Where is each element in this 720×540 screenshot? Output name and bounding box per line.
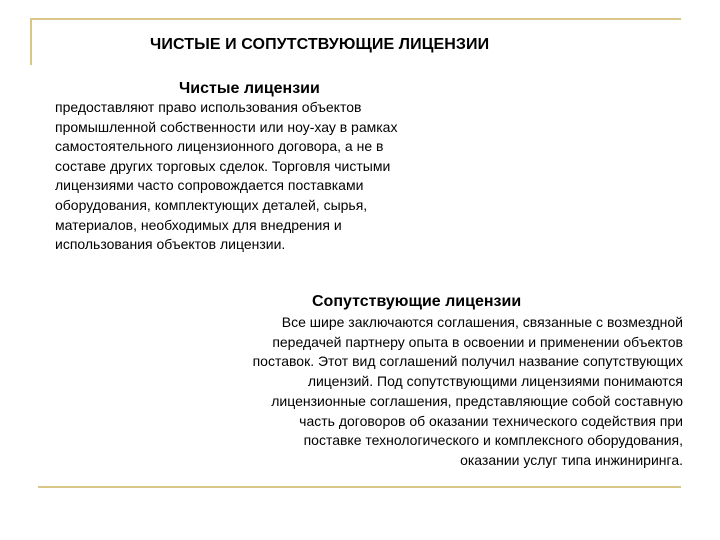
text-line: передачей партнеру опыта в освоении и применении объектов [272,333,683,350]
text-line: оборудования, комплектующих деталей, сырья, [55,196,368,213]
text-line: лицензионные соглашения, представляющие собой составную [271,392,683,409]
top-divider-line [30,18,681,20]
text-line: лицензий. Под сопутствующими лицензиями понимаются [307,373,683,390]
text-line: материалов, необходимых для внедрения и [55,216,342,233]
text-line: поставке технологического и комплексного оборудования, [303,432,683,449]
text-line: Все шире заключаются соглашения, связанные с возмездной [281,314,683,330]
pure-licenses-text [55,98,465,255]
slide-title: ЧИСТЫЕ И СОПУТСТВУЮЩИЕ ЛИЦЕНЗИИ [150,36,490,53]
accompanying-licenses-text [160,313,683,471]
left-accent-line [30,18,32,65]
text-line: оказании услуг типа инжиниринга. [460,451,683,468]
text-line: лицензиями часто сопровождается поставками [55,177,364,194]
text-line: самостоятельного лицензионного договора, а не в [55,138,384,155]
pure-licenses-heading: Чистые лицензии [179,80,320,97]
text-line: составе других торговых сделок. Торговля чистыми [55,157,391,174]
text-line: часть договоров об оказании технического содействия при [299,412,683,429]
accompanying-licenses-heading: Сопутствующие лицензии [312,293,522,310]
text-line: поставок. Этот вид соглашений получил название сопутствующих [252,353,683,370]
text-line: предоставляют право использования объектов [55,99,362,115]
bottom-divider-line [38,486,681,488]
text-line: использования объектов лицензии. [55,236,286,253]
text-line: промышленной собственности или ноу-хау в рамках [55,118,398,135]
